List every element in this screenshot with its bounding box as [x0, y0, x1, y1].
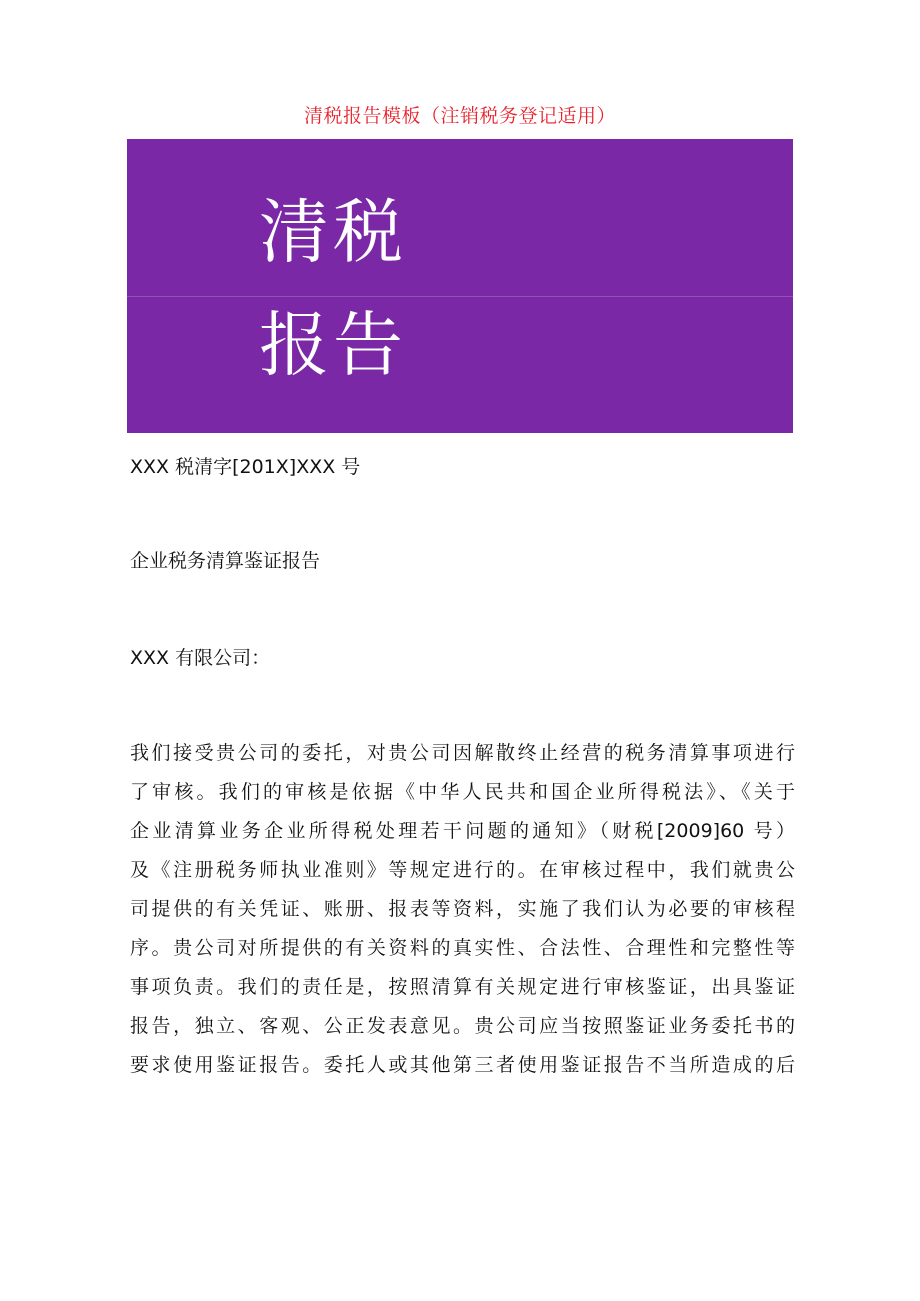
template-title: 清税报告模板（注销税务登记适用）	[303, 105, 616, 127]
body-line: 了审核。我们的审核是依据《中华人民共和国企业所得税法》、《关于	[130, 781, 795, 803]
banner-title-line-2: 报告	[259, 304, 407, 386]
salutation: XXX 有限公司：	[130, 647, 271, 669]
body-line: 序。贵公司对所提供的有关资料的真实性、合法性、合理性和完整性等	[130, 937, 795, 959]
cover-banner	[127, 139, 793, 433]
banner-divider	[127, 296, 793, 297]
body-line: 我们接受贵公司的委托，对贵公司因解散终止经营的税务清算事项进行	[130, 742, 795, 764]
body-line: 企业清算业务企业所得税处理若干问题的通知》（财税[2009]60 号）	[130, 820, 795, 842]
body-line: 要求使用鉴证报告。委托人或其他第三者使用鉴证报告不当所造成的后	[130, 1054, 795, 1076]
body-line: 及《注册税务师执业准则》等规定进行的。在审核过程中，我们就贵公	[130, 859, 795, 881]
body-line: 事项负责。我们的责任是，按照清算有关规定进行审核鉴证，出具鉴证	[130, 976, 795, 998]
body-line: 报告，独立、客观、公正发表意见。贵公司应当按照鉴证业务委托书的	[130, 1015, 795, 1037]
report-name: 企业税务清算鉴证报告	[130, 550, 321, 572]
body-line: 司提供的有关凭证、账册、报表等资料，实施了我们认为必要的审核程	[130, 898, 795, 920]
document-number: XXX 税清字[201X]XXX 号	[130, 456, 361, 478]
body-paragraph	[130, 734, 795, 1085]
banner-title-line-1: 清税	[259, 191, 407, 273]
